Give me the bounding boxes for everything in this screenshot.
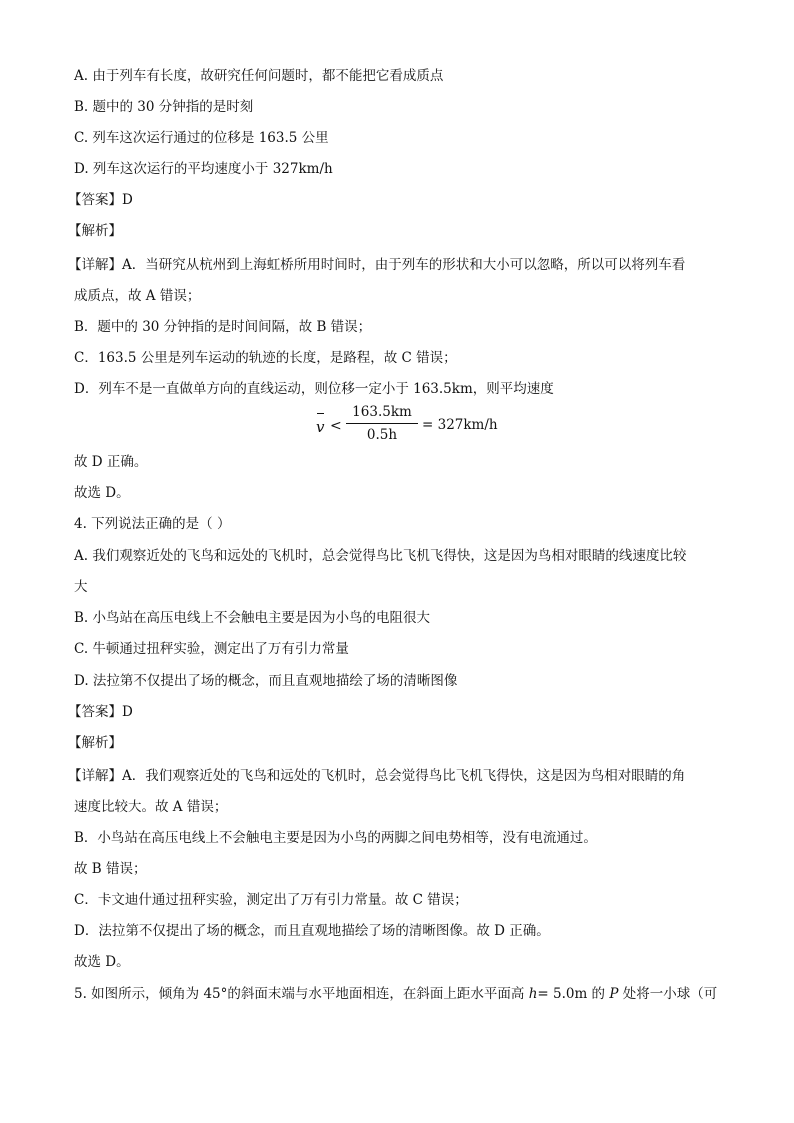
q4-option-b: B. 小鸟站在高压电线上不会触电主要是因为小鸟的电阻很大 [74,610,431,626]
q3-option-c: C. 列车这次运行通过的位移是 163.5 公里 [74,130,329,146]
q4-analysis-heading: 【解析】 [68,735,122,751]
q3-option-a: A. 由于列车有长度，故研究任何问题时，都不能把它看成质点 [74,68,444,84]
formula-denominator: 0.5h [366,427,398,443]
q4-answer: 【答案】D [68,704,133,720]
q4-stem: 4. 下列说法正确的是（ ） [74,516,231,532]
q3-option-b: B. 题中的 30 分钟指的是时刻 [74,99,254,115]
q4-detail-line-5: C．卡文迪什通过扭秤实验，测定出了万有引力常量。故 C 错误； [74,892,468,908]
q5-stem [74,985,717,1003]
formula-velocity-symbol: v [316,418,325,436]
q3-detail-line-3: B．题中的 30 分钟指的是时间间隔，故 B 错误； [74,319,372,335]
q3-detail-line-2: 成质点，故 A 错误； [74,288,201,304]
q3-detail-line-1: 【详解】A．当研究从杭州到上海虹桥所用时间时，由于列车的形状和大小可以忽略，所以可以将列车看 [68,257,686,273]
q5-stem-part-b: = 5.0m 的 [537,986,610,1002]
q3-detail-line-5: D．列车不是一直做单方向的直线运动，则位移一定小于 163.5km，则平均速度 [74,381,554,397]
q4-option-c: C. 牛顿通过扭秤实验，测定出了万有引力常量 [74,641,349,657]
q5-height-symbol: h [528,986,538,1002]
q3-choose: 故选 D。 [74,485,130,501]
q4-option-d: D. 法拉第不仅提出了场的概念，而且直观地描绘了场的清晰图像 [74,673,458,689]
q5-stem-part-a: 5. 如图所示，倾角为 45°的斜面末端与水平地面相连，在斜面上距水平面高 [74,986,529,1002]
q3-option-d: D. 列车这次运行的平均速度小于 327km/h [74,161,333,177]
q3-answer: 【答案】D [68,192,133,208]
average-speed-formula [316,404,516,444]
q5-stem-part-c: 处将一小球（可 [618,986,718,1002]
q4-choose: 故选 D。 [74,954,130,970]
q4-detail-line-4: 故 B 错误； [74,861,147,877]
q3-detail-line-4: C．163.5 公里是列车运动的轨迹的长度，是路程，故 C 错误； [74,350,457,366]
q3-analysis-heading: 【解析】 [68,223,122,239]
q4-option-a-line-1: A. 我们观察近处的飞鸟和远处的飞机时，总会觉得鸟比飞机飞得快，这是因为鸟相对眼睛的线速度比较 [74,548,687,564]
q4-detail-line-3: B．小鸟站在高压电线上不会触电主要是因为小鸟的两脚之间电势相等，没有电流通过。 [74,830,597,846]
q4-detail-line-2: 速度比较大。故 A 错误； [74,799,228,815]
formula-result: = 327km/h [422,417,498,433]
formula-numerator: 163.5km [352,404,412,420]
q4-detail-line-6: D．法拉第不仅提出了场的概念，而且直观地描绘了场的清晰图像。故 D 正确。 [74,923,550,939]
q3-conclusion: 故 D 正确。 [74,454,148,470]
q4-detail-line-1: 【详解】A．我们观察近处的飞鸟和远处的飞机时，总会觉得鸟比飞机飞得快，这是因为鸟相对眼睛的角 [68,768,686,784]
formula-mean-bar [317,413,324,414]
formula-fraction-line [346,423,418,424]
formula-less-than: < [330,418,342,434]
q4-option-a-line-2: 大 [74,579,88,595]
q5-point-symbol: P [609,986,619,1002]
